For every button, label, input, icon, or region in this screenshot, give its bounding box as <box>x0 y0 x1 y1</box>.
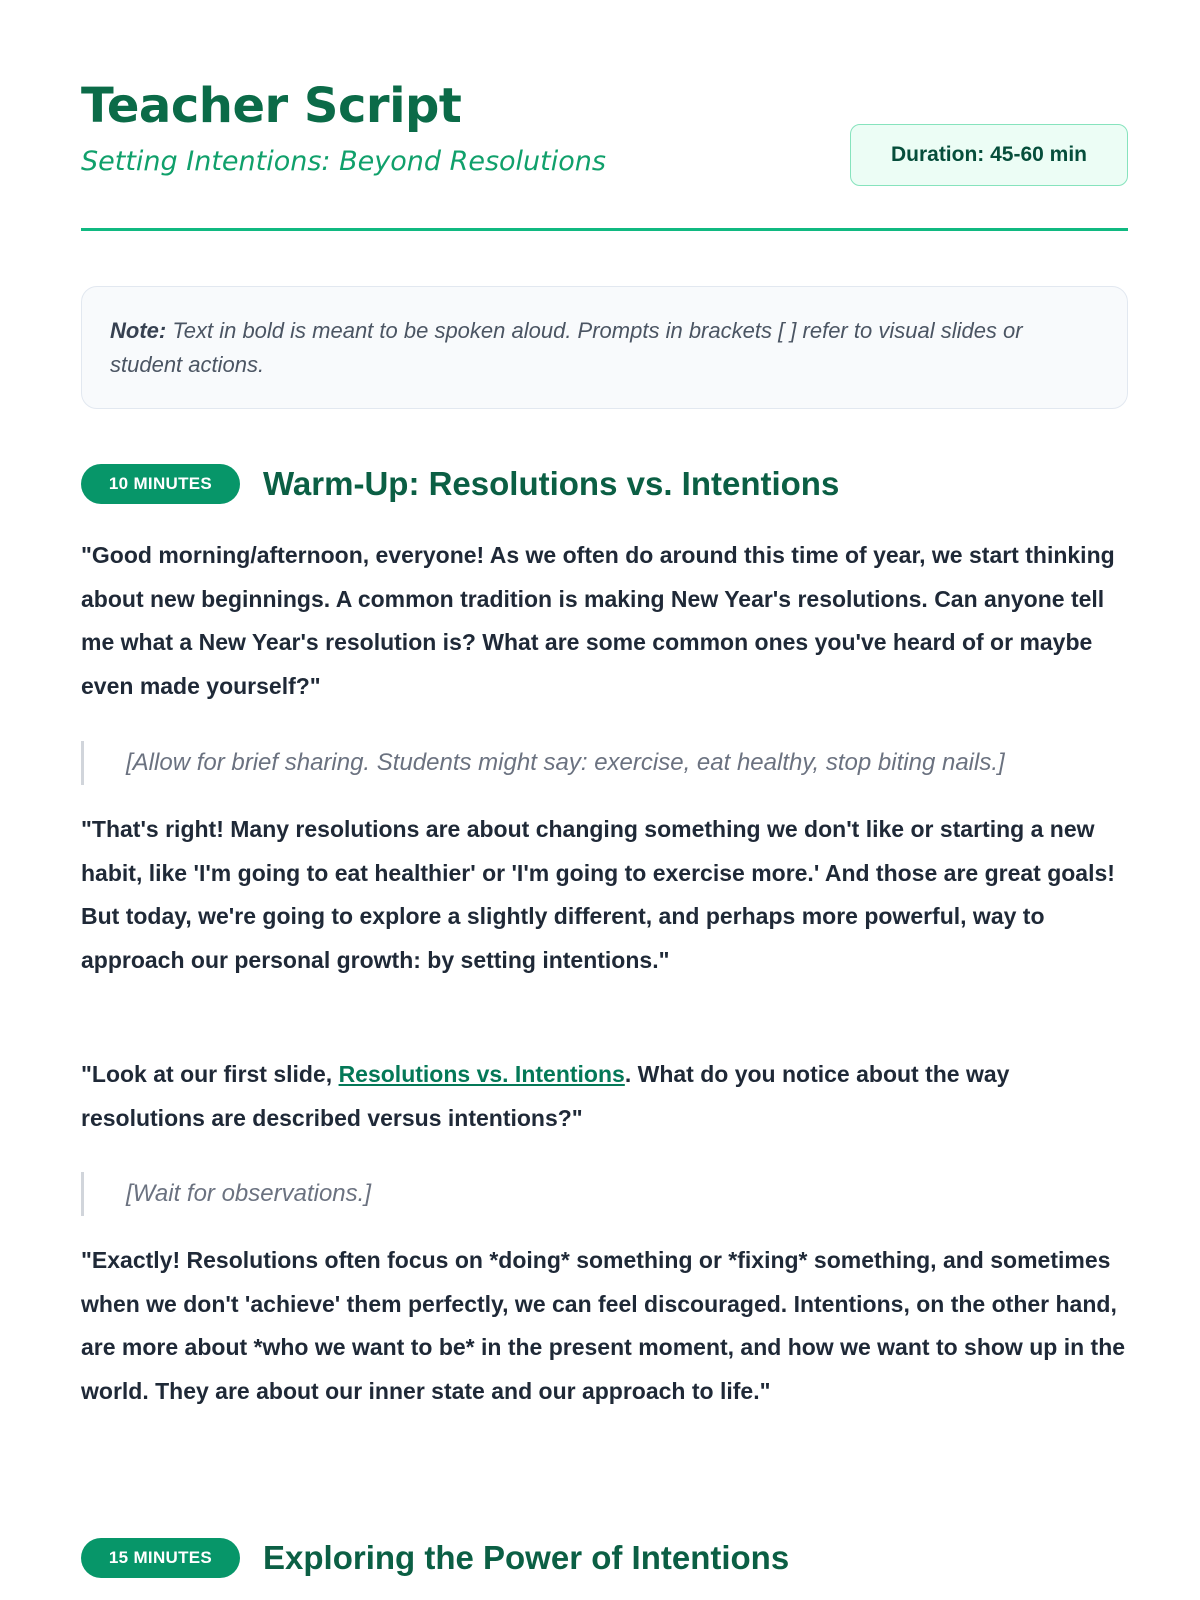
note-text: Text in bold is meant to be spoken aloud. Prompts in brackets [ ] refer to visual slides or student actions. <box>110 318 1023 377</box>
section-header-warm-up <box>81 464 839 504</box>
spoken-paragraph: "Good morning/afternoon, everyone! As we often do around this time of year, we start thinking about new beginnings. A common tradition is making New Year's resolutions. Can anyone tell me what a New Year's resolution is? What are some common ones you've heard of or maybe even made yourself?" <box>81 542 1115 699</box>
page-subtitle: Setting Intentions: Beyond Resolutions <box>81 146 606 177</box>
spoken-paragraph: "Exactly! Resolutions often focus on *doing* something or *fixing* something, and sometimes when we don't 'achieve' them perfectly, we can feel discouraged. Intentions, on the other hand, are more about *who we want to be* in the present moment, and how we want to show up in the world. They are about our inner state and our approach to life." <box>81 1247 1126 1404</box>
time-badge: 10 MINUTES <box>81 464 240 504</box>
paragraph-text: . What do you notice about the way resolutions are described versus intentions?" <box>81 1061 1010 1131</box>
page-header <box>81 0 1128 232</box>
spoken-paragraph-with-link <box>81 1053 1128 1140</box>
section-title: Warm-Up: Resolutions vs. Intentions <box>263 465 840 502</box>
header-divider <box>81 228 1128 231</box>
paragraph-text: "Look at our first slide, <box>81 1061 339 1087</box>
teacher-direction: [Wait for observations.] <box>81 1172 1128 1216</box>
time-badge: 15 MINUTES <box>81 1538 240 1578</box>
spoken-paragraph: "That's right! Many resolutions are about changing something we don't like or starting a new habit, like 'I'm going to eat healthier' or 'I'm going to exercise more.' And those are great goals! But today, we're going to explore a slightly different, and perhaps more powerful, way to approach our personal growth: by setting intentions." <box>81 816 1115 973</box>
section-title: Exploring the Power of Intentions <box>263 1539 790 1576</box>
teacher-direction: [Allow for brief sharing. Students might say: exercise, eat healthy, stop biting nails.] <box>81 741 1128 785</box>
page-title: Teacher Script <box>81 78 462 134</box>
note-label: Note: <box>110 318 167 343</box>
teacher-script-page <box>81 0 1128 1576</box>
slide-link[interactable]: Resolutions vs. Intentions <box>338 1061 625 1087</box>
note-box <box>81 286 1128 409</box>
duration-badge: Duration: 45-60 min <box>850 124 1128 186</box>
section-header-exploring <box>81 1538 789 1578</box>
